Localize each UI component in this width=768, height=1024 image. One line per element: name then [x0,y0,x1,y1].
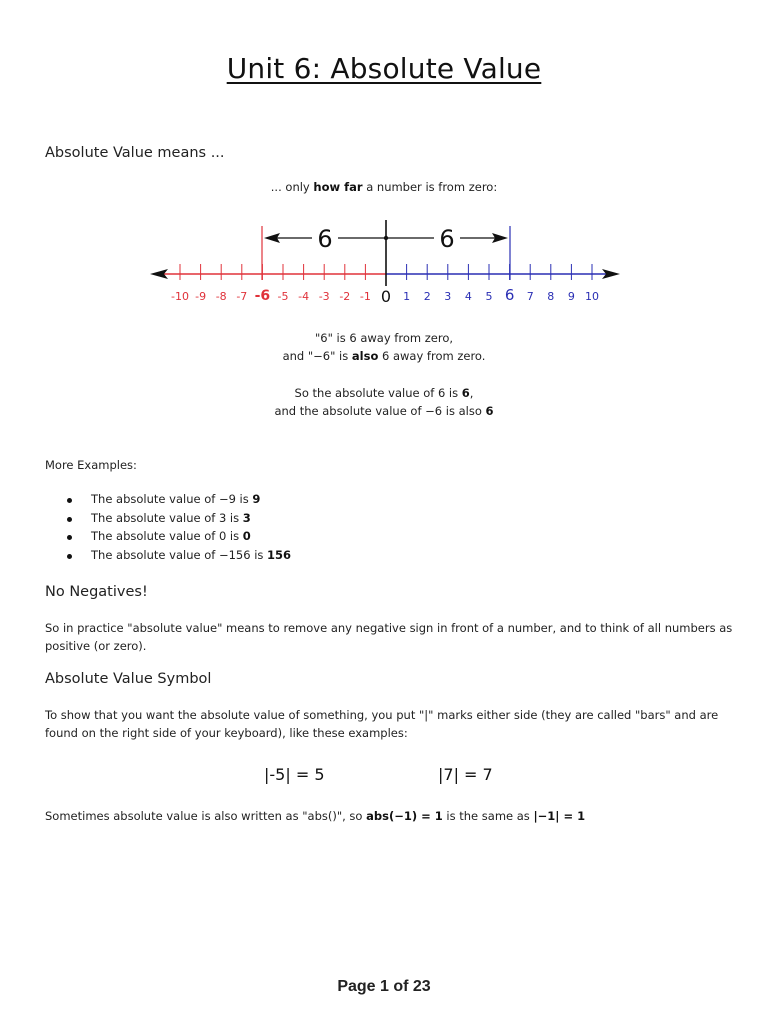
explain-line-3 [0,386,768,400]
explain-line-2-pre: and "−6" is [282,349,352,363]
number-line-diagram [140,218,630,308]
tick-label-neg: -10 [171,290,189,303]
distance-left-label: 6 [317,225,333,253]
example-value: 9 [252,492,261,506]
section-heading-no-negatives: No Negatives! [45,584,148,600]
tick-label-neg: -4 [298,290,310,303]
intro-line [0,180,768,194]
tick-label-pos: 2 [423,290,431,303]
negative-ticks [180,264,365,280]
tick-label-neg: -8 [215,290,227,303]
negative-labels [171,288,371,304]
intro-post: a number is from zero: [362,180,498,194]
examples-list [45,492,291,567]
positive-ticks [407,264,592,280]
tick-label-pos: 4 [464,290,472,303]
example-value: 156 [267,548,292,563]
tick-label-pos: 9 [567,290,575,303]
list-item [45,529,291,548]
tick-label-neg: -7 [236,290,248,303]
tick-label-pos: 7 [526,290,534,303]
no-negatives-body: So in practice "absolute value" means to remove any negative sign in front of a number, and to think of all numbers as positive (or zero). [45,621,733,653]
abs-bold-2: |−1| = 1 [533,809,586,823]
tick-label-neg: -5 [277,290,289,303]
symbol-body: To show that you want the absolute value of something, you put "|" marks either side (they are called "bars" and are found on the right side of your keyboard), like these examples: [45,708,719,740]
tick-label-pos: 6 [504,286,515,304]
tick-label-pos: 3 [444,290,452,303]
explain-line-2 [0,349,768,363]
symbol-example-2: |7| = 7 [438,765,493,784]
section-heading-symbol: Absolute Value Symbol [45,671,212,687]
intro-pre: ... only [270,180,314,194]
explain-line-3-post: , [469,386,474,400]
abs-pre: Sometimes absolute value is also written as "abs()", so [45,809,367,823]
tick-label-neg: -6 [254,288,271,304]
list-item [45,511,291,530]
tick-label-neg: -2 [339,290,351,303]
explain-line-1: "6" is 6 away from zero, [314,331,454,345]
explain-line-4-pre: and the absolute value of −6 is also [274,404,486,418]
abs-mid: is the same as [442,809,534,823]
example-text: The absolute value of −156 is [91,548,268,563]
section-heading-means: Absolute Value means ... [45,145,225,161]
example-text: The absolute value of 3 is [91,510,243,525]
abs-bold-1: abs(−1) = 1 [366,809,443,823]
tick-label-neg: -9 [195,290,207,303]
example-value: 0 [242,529,251,544]
example-text: The absolute value of 0 is [91,529,243,544]
positive-labels [403,286,599,304]
example-value: 3 [242,510,251,525]
tick-label-neg: -1 [359,290,371,303]
intro-bold: how far [313,180,363,194]
distance-right-label: 6 [439,225,455,253]
zero-label: 0 [380,287,392,306]
explain-line-3-pre: So the absolute value of 6 is [294,386,462,400]
explain-line-2-post: 6 away from zero. [378,349,486,363]
more-examples-label: More Examples: [45,458,137,472]
tick-label-pos: 10 [585,290,599,303]
explain-line-3-bold: 6 [461,386,470,400]
tick-label-pos: 8 [547,290,555,303]
tick-label-pos: 5 [485,290,493,303]
tick-label-neg: -3 [318,290,330,303]
list-item [45,548,291,567]
page-title: Unit 6: Absolute Value [226,52,542,85]
zero-dot [384,236,388,240]
list-item [45,492,291,511]
explain-line-4 [0,404,768,418]
abs-notation-line [45,807,735,825]
tick-label-pos: 1 [403,290,411,303]
page-footer: Page 1 of 23 [337,978,431,995]
explain-line-2-bold: also [351,349,379,363]
symbol-example-1: |-5| = 5 [264,765,325,784]
example-text: The absolute value of −9 is [91,492,253,506]
explain-line-4-bold: 6 [485,404,494,418]
